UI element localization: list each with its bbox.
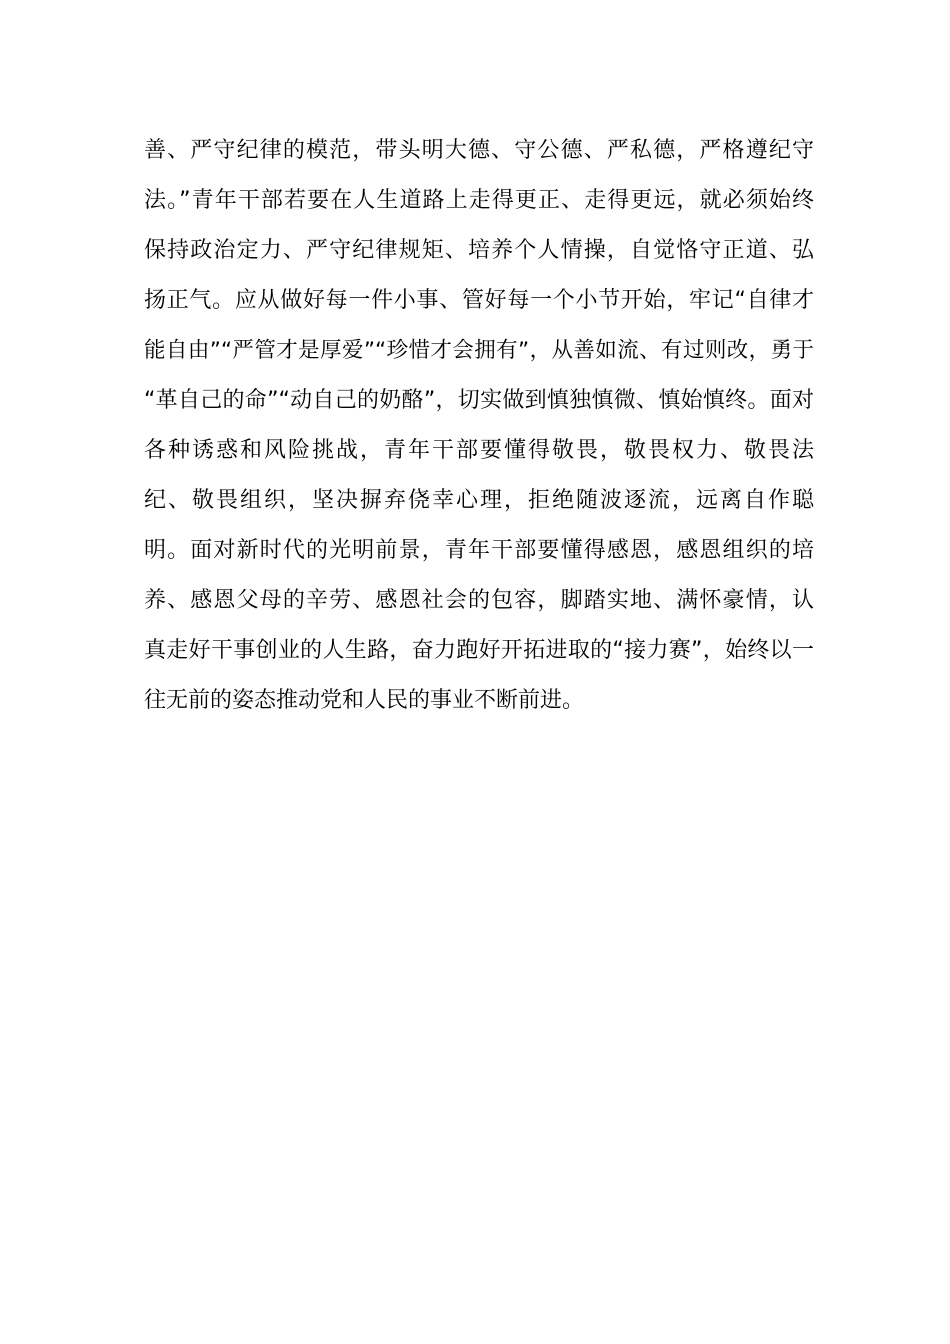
- paragraph-line-3: 保持政治定力、严守纪律规矩、培养个人情操，自觉恪守正道、弘: [144, 238, 814, 263]
- paragraph-line-7: 各种诱惑和风险挑战，青年干部要懂得敬畏，敬畏权力、敬畏法: [144, 438, 814, 463]
- paragraph-line-5: 能自由”“严管才是厚爱”“珍惜才会拥有”，从善如流、有过则改，勇于: [144, 338, 814, 363]
- paragraph-line-9: 明。面对新时代的光明前景，青年干部要懂得感恩，感恩组织的培: [144, 538, 814, 563]
- paragraph-line-1: 善、严守纪律的模范，带头明大德、守公德、严私德，严格遵纪守: [144, 138, 814, 163]
- paragraph-line-6: “革自己的命”“动自己的奶酪”，切实做到慎独慎微、慎始慎终。面对: [144, 388, 814, 413]
- body-paragraph: [144, 126, 814, 726]
- paragraph-line-2: 法。”青年干部若要在人生道路上走得更正、走得更远，就必须始终: [144, 188, 814, 213]
- paragraph-line-10: 养、感恩父母的辛劳、感恩社会的包容，脚踏实地、满怀豪情，认: [144, 588, 814, 613]
- paragraph-line-8: 纪、敬畏组织，坚决摒弃侥幸心理，拒绝随波逐流，远离自作聪: [144, 488, 814, 513]
- paragraph-line-11: 真走好干事创业的人生路，奋力跑好开拓进取的“接力赛”，始终以一: [144, 638, 814, 663]
- paragraph-line-12: 往无前的姿态推动党和人民的事业不断前进。: [144, 688, 585, 713]
- paragraph-line-4: 扬正气。应从做好每一件小事、管好每一个小节开始，牢记“自律才: [144, 288, 814, 313]
